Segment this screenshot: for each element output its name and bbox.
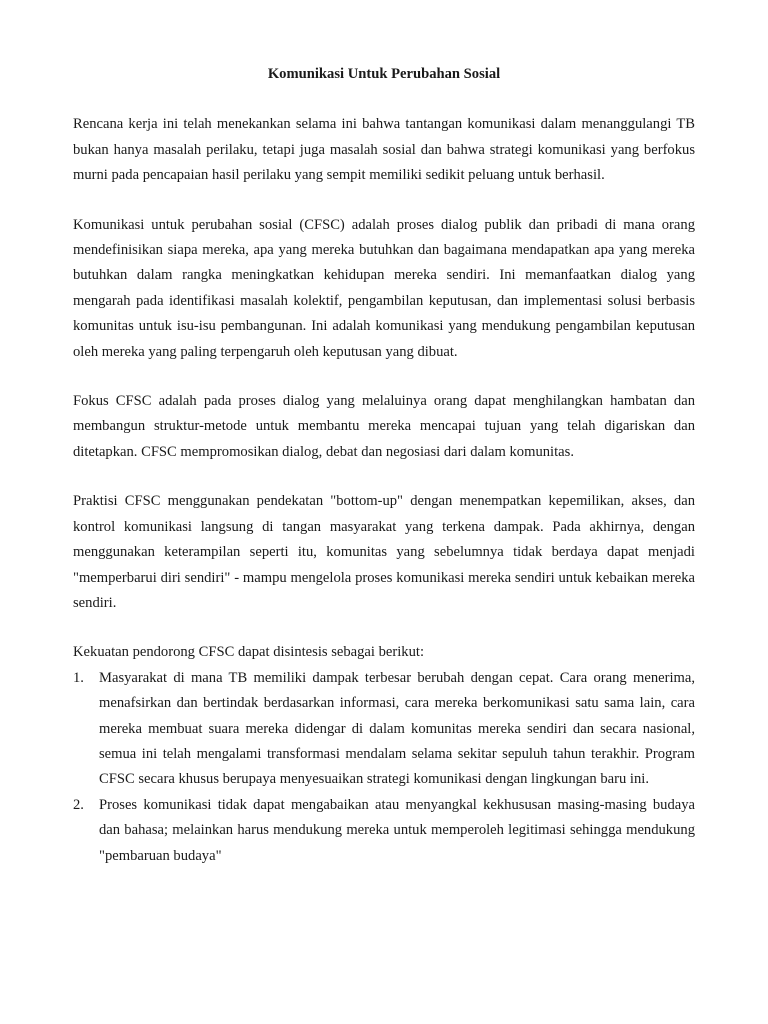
list-item — [73, 793, 695, 869]
document-page — [73, 62, 695, 869]
driving-forces-list — [73, 666, 695, 869]
list-item — [73, 666, 695, 793]
list-intro: Kekuatan pendorong CFSC dapat disintesis sebagai berikut: — [73, 644, 425, 661]
list-item-number: 1. — [73, 669, 84, 686]
paragraph-work-plan: Rencana kerja ini telah menekankan selama ini bahwa tantangan komunikasi dalam menanggulangi TB bukan hanya masalah perilaku, tetapi juga masalah sosial dan bahwa strategi komunikasi yang berfokus murni pada pencapaian hasil perilaku yang sempit memiliki sedikit peluang untuk berhasil. — [73, 116, 695, 184]
list-item-number: 2. — [73, 796, 84, 813]
list-item-text: Masyarakat di mana TB memiliki dampak terbesar berubah dengan cepat. Cara orang menerima, menafsirkan dan bertindak berdasarkan informasi, cara mereka berkomunikasi satu sama lain, cara mereka membuat suara mereka didengar di dalam komunitas mereka sendiri dan secara nasional, semua ini telah mengalami transformasi mendalam selama sekitar sepuluh tahun terakhir. Program CFSC secara khusus berupaya menyesuaikan strategi komunikasi dengan lingkungan baru ini. — [99, 669, 695, 788]
list-item-text: Proses komunikasi tidak dapat mengabaikan atau menyangkal kekhususan masing-masing budaya dan bahasa; melainkan harus mendukung mereka untuk memperoleh legitimasi sehingga mendukung "pembaruan budaya" — [99, 796, 695, 864]
paragraph-cfsc-focus: Fokus CFSC adalah pada proses dialog yang melaluinya orang dapat menghilangkan hambatan dan membangun struktur-metode untuk membantu mereka mencapai tujuan yang telah digariskan dan ditetapkan. CFSC mempromosikan dialog, debat dan negosiasi dari dalam komunitas. — [73, 393, 695, 460]
document-title: Komunikasi Untuk Perubahan Sosial — [267, 66, 501, 82]
paragraph-cfsc-practitioners: Praktisi CFSC menggunakan pendekatan "bottom-up" dengan menempatkan kepemilikan, akses, dan kontrol komunikasi langsung di tangan masyarakat yang terkena dampak. Pada akhirnya, dengan menggunakan keterampilan seperti itu, komunitas yang sebelumnya tidak berdaya dapat menjadi "memperbarui diri sendiri" - mampu mengelola proses komunikasi mereka sendiri untuk kebaikan mereka sendiri. — [73, 493, 695, 611]
paragraph-cfsc-definition: Komunikasi untuk perubahan sosial (CFSC) adalah proses dialog publik dan pribadi di mana orang mendefinisikan siapa mereka, apa yang mereka butuhkan dan bagaimana mendapatkan apa yang mereka butuhkan dalam rangka meningkatkan kehidupan mereka sendiri. Ini memanfaatkan dialog yang mengarah pada identifikasi masalah kolektif, pengambilan keputusan, dan implementasi solusi berbasis komunitas untuk isu-isu pembangunan. Ini adalah komunikasi yang mendukung pengambilan keputusan oleh mereka yang paling terpengaruh oleh keputusan yang dibuat. — [73, 216, 695, 360]
